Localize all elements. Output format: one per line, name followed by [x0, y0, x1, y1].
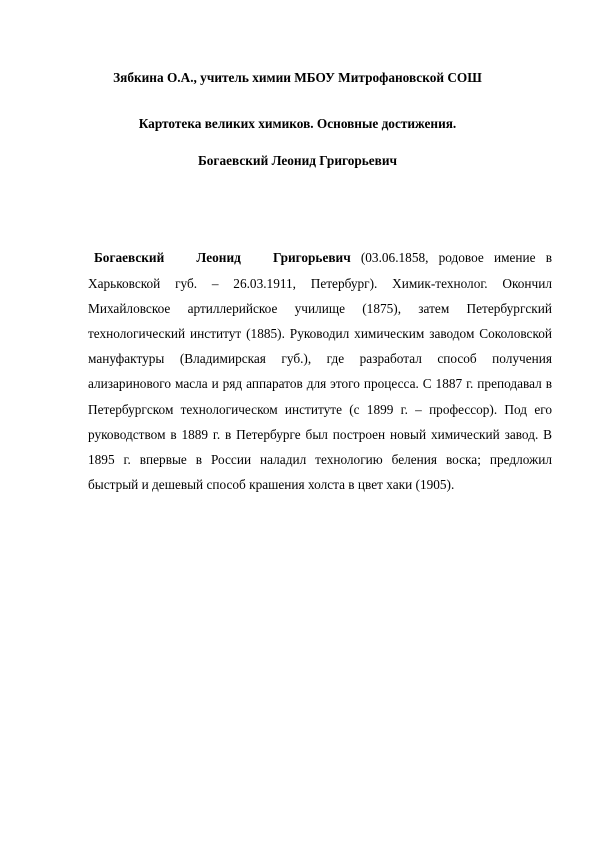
- author-line: Зябкина О.А., учитель химии МБОУ Митрофановской СОШ: [113, 70, 482, 85]
- chemist-name-heading: Богаевский Леонид Григорьевич: [197, 153, 398, 168]
- biography-paragraph: [88, 245, 552, 497]
- biography-text: (03.06.1858, родовое имение в Харьковской губ. – 26.03.1911, Петербург). Химик-технолог. Окончил Михайловское артиллерийское училище (1875), затем Петербургский технологический институт (1885). Руководил химическим заводом Соколовской мануфактуры (Владимирская губ.), где разработал способ получения ализаринового масла и ряд аппаратов для этого процесса. С 1887 г. преподавал в Петербургском технологическом институте (с 1899 г. – профессор). Под его руководством в 1889 г. в Петербурге был построен новый химический завод. В 1895 г. впервые в России наладил технологию беления воска; предложил быстрый и дешевый способ крашения холста в цвет хаки (1905).: [88, 250, 552, 493]
- biography-name: Богаевский Леонид Григорьевич: [94, 250, 351, 266]
- document-title: Картотека великих химиков. Основные достижения.: [138, 116, 457, 131]
